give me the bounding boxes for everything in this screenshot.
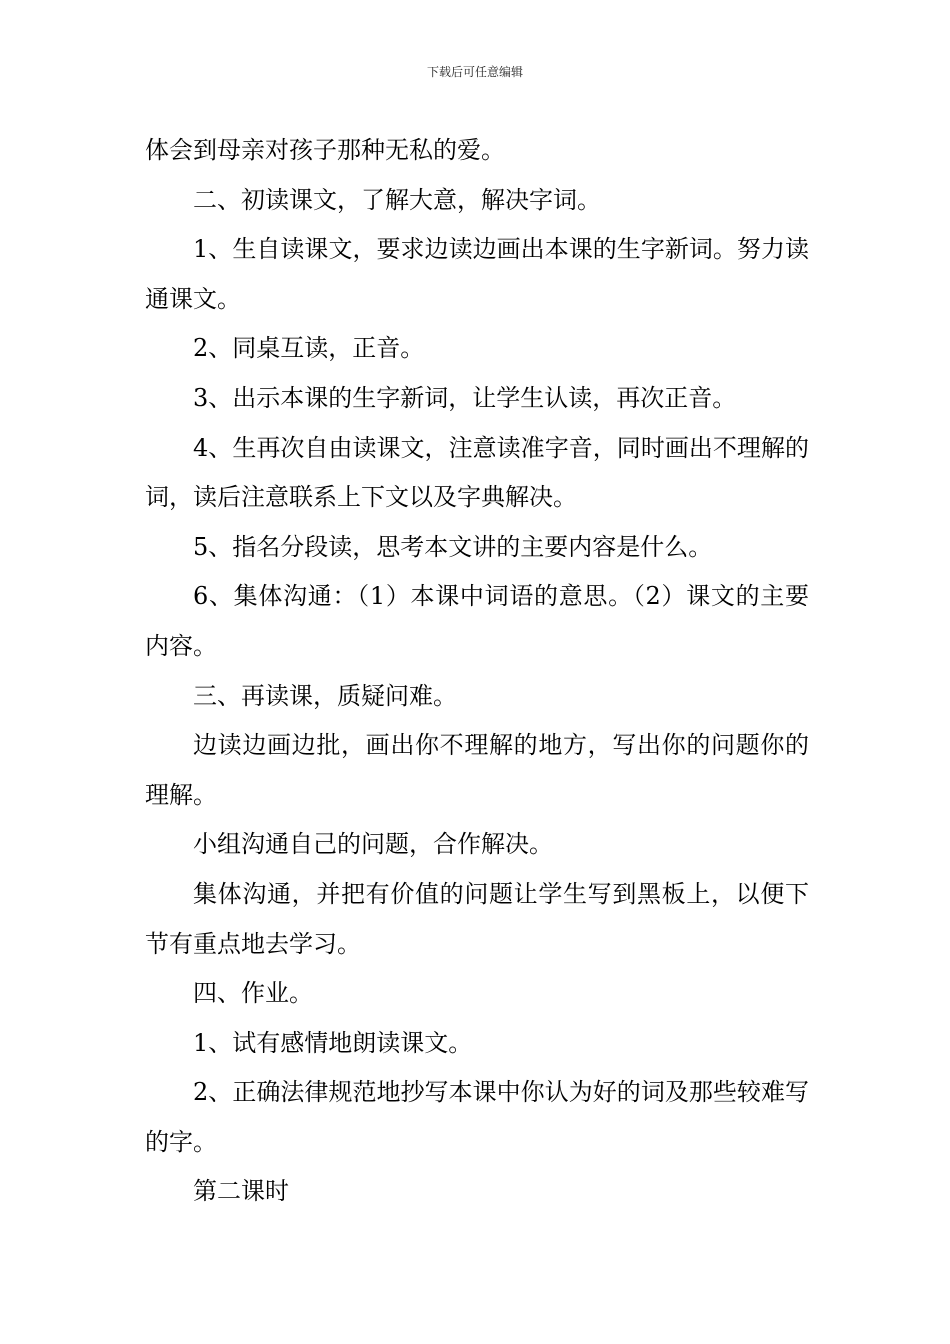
section-heading: 四、作业。 xyxy=(193,979,313,1008)
list-item: 3、出示本课的生字新词，让学生认读，再次正音。 xyxy=(193,383,737,412)
list-item: 6、集体沟通：（1）本课中词语的意思。（2）课文的主要内容。 xyxy=(145,582,809,660)
document-body xyxy=(145,126,809,1217)
paragraph: 集体沟通，并把有价值的问题让学生写到黑板上，以便下节有重点地去学习。 xyxy=(145,879,809,958)
section-heading: 第二课时 xyxy=(193,1177,289,1206)
page-header: 下载后可任意编辑 xyxy=(426,65,523,79)
paragraph: 体会到母亲对孩子那种无私的爱。 xyxy=(145,136,505,164)
list-item: 5、指名分段读，思考本文讲的主要内容是什么。 xyxy=(193,532,713,561)
list-item: 1、生自读课文，要求边读边画出本课的生字新词。努力读通课文。 xyxy=(145,235,809,313)
paragraph: 边读边画边批，画出你不理解的地方，写出你的问题你的理解。 xyxy=(145,731,809,809)
list-item: 2、同桌互读，正音。 xyxy=(193,334,425,363)
section-heading: 三、再读课，质疑问难。 xyxy=(193,681,457,710)
list-item: 4、生再次自由读课文，注意读准字音，同时画出不理解的词，读后注意联系上下文以及字典解决。 xyxy=(145,433,809,512)
section-heading: 二、初读课文，了解大意，解决字词。 xyxy=(193,185,601,214)
list-item: 2、正确法律规范地抄写本课中你认为好的词及那些较难写的字。 xyxy=(145,1078,809,1156)
paragraph: 小组沟通自己的问题，合作解决。 xyxy=(193,830,553,859)
list-item: 1、试有感情地朗读课文。 xyxy=(193,1028,473,1057)
